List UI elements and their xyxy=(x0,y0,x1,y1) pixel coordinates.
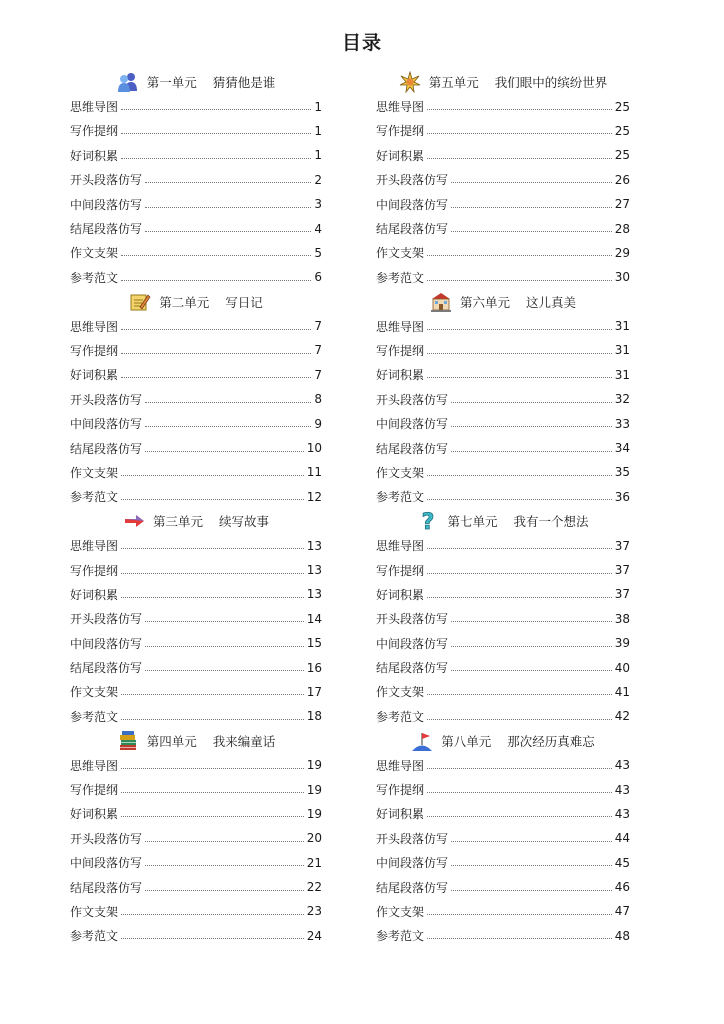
toc-entry-label: 思维导图 xyxy=(376,758,425,773)
school-building-icon xyxy=(430,291,452,313)
toc-entry[interactable] xyxy=(376,338,630,362)
dot-leader xyxy=(427,353,612,354)
unit-title: 写日记 xyxy=(225,294,263,310)
toc-entry[interactable] xyxy=(376,436,630,460)
toc-page-number: 14 xyxy=(306,611,322,626)
dot-leader xyxy=(427,792,612,793)
dot-leader xyxy=(121,280,311,281)
dot-leader xyxy=(121,109,311,110)
unit-number: 第二单元 xyxy=(159,294,210,310)
toc-entry-label: 作文支架 xyxy=(376,904,425,919)
unit-number: 第七单元 xyxy=(447,514,498,530)
toc-page-number: 31 xyxy=(614,343,630,358)
toc-entry[interactable] xyxy=(70,558,322,582)
toc-entry-label: 结尾段落仿写 xyxy=(70,441,143,456)
dot-leader xyxy=(121,475,304,476)
dot-leader xyxy=(145,402,311,403)
toc-entry[interactable] xyxy=(376,826,630,850)
toc-entry[interactable] xyxy=(70,826,322,850)
toc-entry[interactable] xyxy=(376,314,630,338)
toc-entry[interactable] xyxy=(376,168,630,192)
dot-leader xyxy=(427,255,612,256)
toc-page-number: 11 xyxy=(306,465,322,480)
dot-leader xyxy=(427,719,612,720)
unit-title: 我有一个想法 xyxy=(513,514,589,530)
unit-title: 这儿真美 xyxy=(526,294,577,310)
dot-leader xyxy=(451,426,612,427)
unit-title: 我来编童话 xyxy=(212,733,276,749)
toc-entry-label: 开头段落仿写 xyxy=(376,612,449,627)
dot-leader xyxy=(121,329,311,330)
unit-heading xyxy=(70,729,322,753)
dot-leader xyxy=(451,207,612,208)
toc-page-number: 44 xyxy=(614,831,630,846)
dot-leader xyxy=(427,499,612,500)
toc-page-number: 17 xyxy=(306,684,322,699)
toc-page-number: 26 xyxy=(614,172,630,187)
unit-title: 猜猜他是谁 xyxy=(212,75,276,91)
toc-entry-label: 作文支架 xyxy=(376,465,425,480)
toc-page-number: 13 xyxy=(306,538,322,553)
toc-entry-label: 开头段落仿写 xyxy=(70,173,143,188)
toc-entry-label: 结尾段落仿写 xyxy=(70,661,143,676)
toc-entry-label: 好词积累 xyxy=(376,368,425,383)
toc-page-number: 6 xyxy=(314,270,322,285)
toc-entry[interactable] xyxy=(376,411,630,435)
toc-entry[interactable] xyxy=(70,241,322,265)
toc-page-number: 43 xyxy=(614,758,630,773)
toc-entry-label: 开头段落仿写 xyxy=(70,392,143,407)
toc-entry-label: 参考范文 xyxy=(70,929,119,944)
dot-leader xyxy=(145,426,311,427)
toc-entry[interactable] xyxy=(70,460,322,484)
dot-leader xyxy=(121,694,304,695)
toc-page-number: 1 xyxy=(314,123,322,138)
dot-leader xyxy=(121,548,304,549)
toc-page-number: 1 xyxy=(314,99,322,114)
toc-entry[interactable] xyxy=(70,802,322,826)
toc-entry-label: 作文支架 xyxy=(70,465,119,480)
toc-page-number: 45 xyxy=(614,855,630,870)
toc-page-number: 13 xyxy=(306,587,322,602)
people-icon xyxy=(117,71,139,93)
sun-star-icon xyxy=(399,71,421,93)
toc-entry-label: 参考范文 xyxy=(70,490,119,505)
dot-leader xyxy=(145,865,304,866)
toc-right-column xyxy=(376,70,630,948)
toc-page-number: 20 xyxy=(306,831,322,846)
toc-entry-label: 思维导图 xyxy=(70,100,119,115)
dot-leader xyxy=(121,719,304,720)
toc-entry-label: 作文支架 xyxy=(376,246,425,261)
toc-entry-label: 中间段落仿写 xyxy=(376,636,449,651)
dot-leader xyxy=(427,768,612,769)
toc-entry-label: 中间段落仿写 xyxy=(70,197,143,212)
dot-leader xyxy=(427,133,612,134)
toc-entry[interactable] xyxy=(376,875,630,899)
unit-number: 第五单元 xyxy=(428,75,479,91)
toc-page-number: 39 xyxy=(614,636,630,651)
dot-leader xyxy=(121,597,304,598)
dot-leader xyxy=(427,597,612,598)
toc-entry[interactable] xyxy=(70,607,322,631)
dot-leader xyxy=(427,548,612,549)
toc-entry[interactable] xyxy=(376,387,630,411)
toc-entry[interactable] xyxy=(70,777,322,801)
toc-page-number: 23 xyxy=(306,904,322,919)
dot-leader xyxy=(451,621,612,622)
dot-leader xyxy=(121,133,311,134)
dot-leader xyxy=(145,231,311,232)
toc-entry-label: 好词积累 xyxy=(376,148,425,163)
toc-page-number: 33 xyxy=(614,416,630,431)
toc-entry[interactable] xyxy=(70,314,322,338)
toc-entry-label: 开头段落仿写 xyxy=(70,831,143,846)
toc-entry-label: 开头段落仿写 xyxy=(70,612,143,627)
toc-page-number: 47 xyxy=(614,904,630,919)
toc-page-number: 7 xyxy=(314,343,322,358)
toc-entry[interactable] xyxy=(376,899,630,923)
dot-leader xyxy=(145,670,304,671)
toc-entry[interactable] xyxy=(376,680,630,704)
toc-entry-label: 开头段落仿写 xyxy=(376,392,449,407)
toc-entry-label: 参考范文 xyxy=(70,709,119,724)
toc-page-number: 38 xyxy=(614,611,630,626)
toc-entry-label: 写作提纲 xyxy=(70,563,119,578)
toc-page-number: 1 xyxy=(314,148,322,163)
toc-entry[interactable] xyxy=(70,94,322,118)
toc-page-number: 48 xyxy=(614,928,630,943)
toc-entry-label: 写作提纲 xyxy=(70,343,119,358)
dot-leader xyxy=(427,329,612,330)
toc-entry-label: 好词积累 xyxy=(70,587,119,602)
toc-entry-label: 中间段落仿写 xyxy=(376,197,449,212)
toc-page-number: 31 xyxy=(614,367,630,382)
dot-leader xyxy=(451,841,612,842)
dot-leader xyxy=(427,109,612,110)
toc-entry-label: 写作提纲 xyxy=(376,343,425,358)
toc-entry-label: 参考范文 xyxy=(376,270,425,285)
toc-entry-label: 结尾段落仿写 xyxy=(376,661,449,676)
toc-page-number: 41 xyxy=(614,684,630,699)
toc-page-number: 43 xyxy=(614,782,630,797)
toc-entry-label: 作文支架 xyxy=(70,904,119,919)
toc-entry[interactable] xyxy=(376,704,630,728)
toc-page-number: 12 xyxy=(306,489,322,504)
toc-page-number: 5 xyxy=(314,245,322,260)
toc-page-number: 42 xyxy=(614,709,630,724)
toc-page-number: 27 xyxy=(614,197,630,212)
toc-page-number: 25 xyxy=(614,123,630,138)
toc-page-number: 24 xyxy=(306,928,322,943)
toc-page-number: 46 xyxy=(614,880,630,895)
toc-entry-label: 写作提纲 xyxy=(376,783,425,798)
toc-entry[interactable] xyxy=(70,582,322,606)
toc-entry[interactable] xyxy=(376,582,630,606)
toc-left-column xyxy=(70,70,322,948)
dot-leader xyxy=(427,694,612,695)
toc-entry-label: 参考范文 xyxy=(376,709,425,724)
dot-leader xyxy=(451,646,612,647)
toc-page-number: 31 xyxy=(614,319,630,334)
toc-entry-label: 中间段落仿写 xyxy=(70,636,143,651)
toc-entry-label: 写作提纲 xyxy=(70,124,119,139)
toc-page-number: 32 xyxy=(614,392,630,407)
dot-leader xyxy=(145,890,304,891)
toc-page-number: 19 xyxy=(306,782,322,797)
unit-heading xyxy=(376,290,630,314)
unit-heading xyxy=(70,70,322,94)
dot-leader xyxy=(427,573,612,574)
toc-entry-label: 作文支架 xyxy=(70,685,119,700)
unit-number: 第一单元 xyxy=(146,75,197,91)
dot-leader xyxy=(145,207,311,208)
dot-leader xyxy=(451,865,612,866)
unit-heading xyxy=(376,509,630,533)
dot-leader xyxy=(121,499,304,500)
dot-leader xyxy=(145,182,311,183)
toc-page-number: 19 xyxy=(306,806,322,821)
toc-entry-label: 好词积累 xyxy=(376,807,425,822)
toc-page-number: 13 xyxy=(306,563,322,577)
toc-entry-label: 中间段落仿写 xyxy=(70,856,143,871)
toc-page-number: 15 xyxy=(306,636,322,651)
dot-leader xyxy=(427,816,612,817)
toc-page-number: 40 xyxy=(614,660,630,675)
notebook-pencil-icon xyxy=(129,291,151,313)
toc-entry[interactable] xyxy=(70,168,322,192)
toc-entry[interactable] xyxy=(70,875,322,899)
toc-entry[interactable] xyxy=(70,924,322,948)
toc-entry-label: 写作提纲 xyxy=(70,783,119,798)
toc-entry[interactable] xyxy=(70,411,322,435)
toc-entry-label: 结尾段落仿写 xyxy=(376,880,449,895)
dot-leader xyxy=(121,573,304,574)
toc-page-number: 22 xyxy=(306,880,322,895)
toc-entry[interactable] xyxy=(376,216,630,240)
toc-entry-label: 好词积累 xyxy=(70,807,119,822)
toc-entry-label: 参考范文 xyxy=(70,270,119,285)
dot-leader xyxy=(427,938,612,939)
toc-entry[interactable] xyxy=(70,899,322,923)
toc-page-number: 21 xyxy=(306,855,322,870)
toc-entry[interactable] xyxy=(376,241,630,265)
dot-leader xyxy=(427,377,612,378)
book-stack-icon xyxy=(117,730,139,752)
toc-entry-label: 思维导图 xyxy=(376,539,425,554)
toc-page-number: 36 xyxy=(614,489,630,504)
dot-leader xyxy=(121,792,304,793)
unit-heading xyxy=(376,70,630,94)
dot-leader xyxy=(451,451,612,452)
toc-entry[interactable] xyxy=(70,533,322,557)
toc-entry-label: 结尾段落仿写 xyxy=(376,222,449,237)
toc-entry[interactable] xyxy=(376,94,630,118)
dot-leader xyxy=(427,158,612,159)
toc-entry[interactable] xyxy=(376,533,630,557)
unit-heading xyxy=(70,290,322,314)
unit-heading xyxy=(70,509,322,533)
toc-entry[interactable] xyxy=(376,460,630,484)
toc-entry[interactable] xyxy=(70,265,322,289)
toc-entry-label: 结尾段落仿写 xyxy=(70,222,143,237)
toc-entry-label: 作文支架 xyxy=(376,685,425,700)
unit-title: 续写故事 xyxy=(219,514,270,530)
unit-heading xyxy=(376,729,630,753)
toc-entry[interactable] xyxy=(376,924,630,948)
unit-number: 第八单元 xyxy=(441,733,492,749)
svg-text:?: ? xyxy=(422,510,435,533)
toc-page-number: 9 xyxy=(314,416,322,431)
unit-title: 那次经历真难忘 xyxy=(507,733,595,749)
dot-leader xyxy=(121,914,304,915)
toc-entry[interactable] xyxy=(376,558,630,582)
toc-entry[interactable] xyxy=(70,192,322,216)
toc-entry[interactable] xyxy=(376,485,630,509)
toc-entry[interactable] xyxy=(376,802,630,826)
toc-entry[interactable] xyxy=(70,485,322,509)
dot-leader xyxy=(451,231,612,232)
toc-entry-label: 思维导图 xyxy=(376,319,425,334)
toc-entry-label: 好词积累 xyxy=(70,368,119,383)
toc-entry[interactable] xyxy=(70,704,322,728)
toc-entry[interactable] xyxy=(70,338,322,362)
question-mark-icon xyxy=(417,510,439,532)
toc-entry[interactable] xyxy=(70,143,322,167)
dot-leader xyxy=(145,646,304,647)
dot-leader xyxy=(451,402,612,403)
toc-page-number: 4 xyxy=(314,221,322,236)
dot-leader xyxy=(121,768,304,769)
toc-entry[interactable] xyxy=(70,851,322,875)
toc-page-number: 7 xyxy=(314,319,322,334)
toc-entry[interactable] xyxy=(70,119,322,143)
toc-page-number: 37 xyxy=(614,563,630,577)
toc-entry-label: 中间段落仿写 xyxy=(376,856,449,871)
toc-entry[interactable] xyxy=(376,192,630,216)
dot-leader xyxy=(145,451,304,452)
toc-entry[interactable] xyxy=(70,680,322,704)
toc-entry[interactable] xyxy=(376,265,630,289)
toc-entry[interactable] xyxy=(70,655,322,679)
toc-page-number: 7 xyxy=(314,367,322,382)
toc-page-number: 43 xyxy=(614,806,630,821)
toc-entry[interactable] xyxy=(70,387,322,411)
toc-entry-label: 思维导图 xyxy=(376,100,425,115)
toc-entry-label: 写作提纲 xyxy=(376,563,425,578)
toc-page-number: 25 xyxy=(614,99,630,114)
toc-entry-label: 开头段落仿写 xyxy=(376,173,449,188)
toc-entry-label: 参考范文 xyxy=(376,929,425,944)
toc-page-number: 25 xyxy=(614,148,630,163)
toc-entry[interactable] xyxy=(376,119,630,143)
dot-leader xyxy=(427,475,612,476)
toc-entry-label: 中间段落仿写 xyxy=(376,417,449,432)
toc-entry-label: 结尾段落仿写 xyxy=(376,441,449,456)
page-title: 目录 xyxy=(341,32,382,54)
toc-entry-label: 思维导图 xyxy=(70,319,119,334)
dot-leader xyxy=(121,377,311,378)
toc-page-number: 29 xyxy=(614,245,630,260)
toc-page-number: 3 xyxy=(314,197,322,212)
toc-entry-label: 好词积累 xyxy=(376,587,425,602)
dot-leader xyxy=(427,280,612,281)
toc-entry[interactable] xyxy=(70,363,322,387)
toc-entry-label: 开头段落仿写 xyxy=(376,831,449,846)
toc-entry-label: 中间段落仿写 xyxy=(70,417,143,432)
dot-leader xyxy=(121,353,311,354)
dot-leader xyxy=(121,158,311,159)
toc-page-number: 30 xyxy=(614,270,630,285)
toc-entry[interactable] xyxy=(376,363,630,387)
toc-entry[interactable] xyxy=(376,607,630,631)
toc-page-number: 8 xyxy=(314,392,322,407)
arrow-right-icon xyxy=(123,510,145,532)
toc-entry[interactable] xyxy=(376,143,630,167)
toc-entry-label: 思维导图 xyxy=(70,758,119,773)
toc-entry-label: 写作提纲 xyxy=(376,124,425,139)
unit-number: 第四单元 xyxy=(146,733,197,749)
toc-entry[interactable] xyxy=(376,655,630,679)
toc-page-number: 37 xyxy=(614,587,630,602)
dot-leader xyxy=(427,914,612,915)
toc-entry[interactable] xyxy=(70,631,322,655)
toc-page-number: 10 xyxy=(306,441,322,456)
unit-number: 第六单元 xyxy=(459,294,510,310)
toc-page-number: 34 xyxy=(614,441,630,456)
unit-number: 第三单元 xyxy=(152,514,203,530)
toc-entry[interactable] xyxy=(376,851,630,875)
dot-leader xyxy=(451,890,612,891)
toc-page-number: 2 xyxy=(314,172,322,187)
toc-entry-label: 结尾段落仿写 xyxy=(70,880,143,895)
toc-entry[interactable] xyxy=(70,216,322,240)
dot-leader xyxy=(121,816,304,817)
toc-page-number: 16 xyxy=(306,660,322,675)
dot-leader xyxy=(145,841,304,842)
toc-page-number: 28 xyxy=(614,221,630,236)
dot-leader xyxy=(145,621,304,622)
dot-leader xyxy=(451,670,612,671)
flag-hill-icon xyxy=(411,730,433,752)
toc-page-number: 35 xyxy=(614,465,630,480)
toc-entry-label: 作文支架 xyxy=(70,246,119,261)
toc-page-number: 19 xyxy=(306,758,322,773)
unit-title: 我们眼中的缤纷世界 xyxy=(494,75,608,91)
toc-page-number: 37 xyxy=(614,538,630,553)
toc-entry-label: 思维导图 xyxy=(70,539,119,554)
toc-page-number: 18 xyxy=(306,709,322,724)
toc-entry[interactable] xyxy=(70,436,322,460)
toc-entry[interactable] xyxy=(376,631,630,655)
toc-entry-label: 参考范文 xyxy=(376,490,425,505)
dot-leader xyxy=(121,938,304,939)
toc-entry-label: 好词积累 xyxy=(70,148,119,163)
dot-leader xyxy=(121,255,311,256)
toc-entry[interactable] xyxy=(376,753,630,777)
toc-entry[interactable] xyxy=(376,777,630,801)
toc-entry[interactable] xyxy=(70,753,322,777)
dot-leader xyxy=(451,182,612,183)
